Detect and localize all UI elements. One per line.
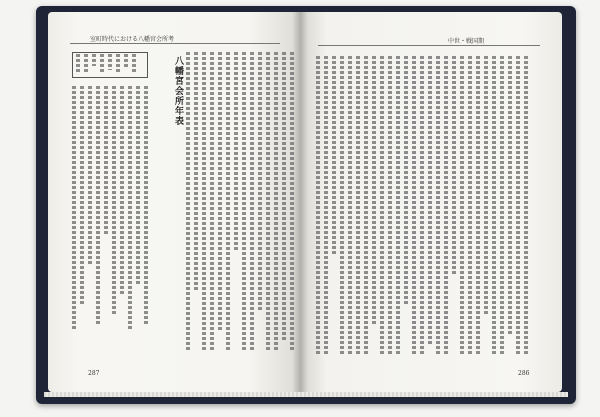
section-title: 八幡宮会所年表 (173, 56, 183, 126)
right-body-columns (316, 56, 528, 366)
left-page-number: 287 (88, 370, 100, 377)
left-head-rule (70, 43, 280, 44)
book-gutter (292, 12, 308, 392)
left-table-columns (72, 86, 148, 336)
left-table-text (76, 54, 136, 74)
right-page-number: 286 (518, 370, 530, 377)
page-edges (44, 392, 568, 397)
right-head-rule (318, 45, 540, 46)
left-body-columns (186, 52, 294, 362)
left-running-head: 室町時代における八幡宮会所考 (90, 36, 175, 43)
right-running-head: 中世・戦国期 (448, 38, 485, 45)
